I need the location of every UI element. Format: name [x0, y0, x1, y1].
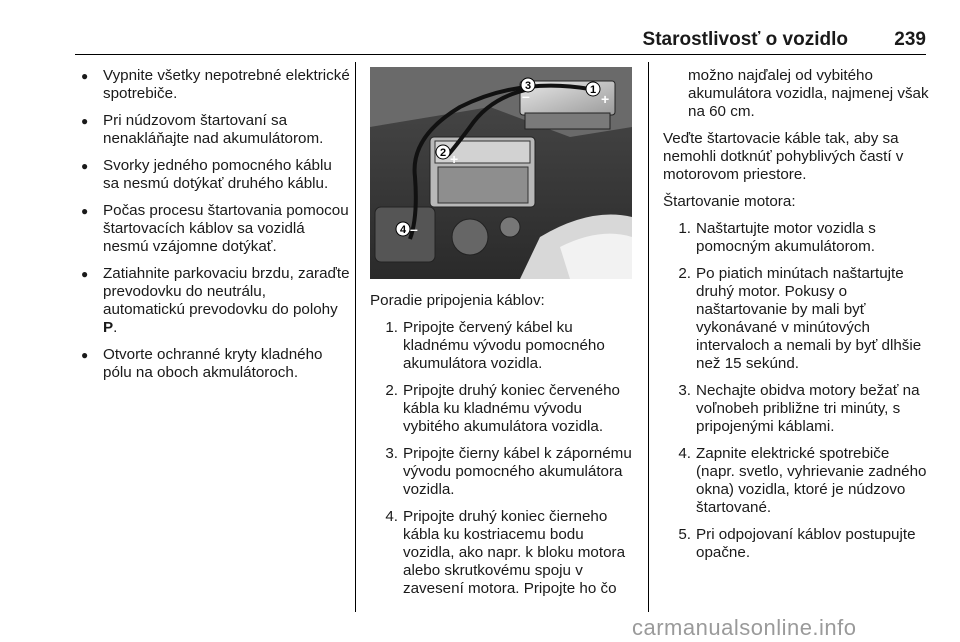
step-number: 3. [385, 445, 398, 462]
page-header [600, 29, 926, 51]
label-2: 2 [439, 147, 447, 159]
gear-position-p: P [103, 319, 114, 336]
plus-sign: + [601, 91, 610, 107]
step-text: Nechajte obidva motory bežať na voľnobeh približne tri minúty, s pripojenými káblami. [696, 382, 920, 435]
label-3: 3 [524, 80, 532, 92]
list-item [671, 445, 931, 517]
plus-sign: + [450, 151, 459, 167]
step-text: Po piatich minútach naštartujte druhý motor. Pokusy o naštartovanie by mali byť vykonávané v minútových intervaloch a nemali by byť dlhšie než 15 sekúnd. [696, 265, 922, 372]
step-text: Pri odpojovaní káblov postupujte opačne. [696, 526, 916, 561]
step-number: 2. [385, 382, 398, 399]
cable-routing-paragraph: Veďte štartovacie káble tak, aby sa nemohli dotknúť pohyblivých častí v motorovom priestore. [663, 130, 904, 183]
list-item-text: Zatiahnite parkovaciu brzdu, zaraďte prevodovku do neutrálu, automatickú prevodovku do polohy [103, 265, 350, 318]
list-item: ● Svorky jedného pomocného káblu sa nesmú dotýkať druhého káblu. [80, 157, 350, 193]
list-item: ● Počas procesu štartovania pomocou štartovacích káblov sa vozidlá nesmú vzájomne dotýkať. [80, 202, 350, 256]
watermark: carmanualsonline.info [632, 615, 857, 640]
list-item-end: . [113, 319, 118, 336]
jump-start-illustration [370, 67, 632, 279]
list-item [80, 265, 350, 337]
minus-sign: – [522, 88, 530, 104]
step-text: Pripojte červený kábel ku kladnému vývodu pomocného akumulátora vozidla. [403, 319, 605, 372]
step-number: 5. [678, 526, 691, 543]
label-4: 4 [399, 224, 407, 236]
column-middle [370, 292, 635, 607]
step-number: 4. [385, 508, 398, 525]
connection-steps [370, 319, 635, 598]
step-number: 2. [678, 265, 691, 282]
step-number: 4. [678, 445, 691, 462]
list-item [671, 220, 931, 256]
step-number: 3. [678, 382, 691, 399]
minus-sign: – [410, 221, 418, 237]
step-text: Pripojte čierny kábel k zápornému vývodu pomocného akumulátora vozidla. [403, 445, 632, 498]
list-item [378, 445, 635, 499]
section-title: Starostlivosť o vozidlo [642, 29, 848, 50]
column-divider-right [648, 62, 649, 612]
header-rule [75, 54, 926, 55]
column-right [663, 67, 931, 571]
list-item: ● Vypnite všetky nepotrebné elektrické spotrebiče. [80, 67, 350, 103]
list-item [671, 526, 931, 562]
precaution-list [80, 67, 350, 382]
step-text: Pripojte druhý koniec čierneho kábla ku kostriacemu bodu vozidla, ako napr. k bloku motora alebo skrutkovému spoju v zavesení motora. Pripojte ho čo [403, 508, 626, 597]
engine-bay-drawing [370, 67, 632, 279]
column-left [80, 67, 350, 391]
list-item [671, 382, 931, 436]
list-item: ● Pri núdzovom štartovaní sa nenakláňajte nad akumulátorom. [80, 112, 350, 148]
label-1: 1 [589, 84, 597, 96]
step-text: Naštartujte motor vozidla s pomocným akumulátorom. [696, 220, 876, 255]
engine-start-heading: Štartovanie motora: [663, 193, 796, 210]
step-continuation: možno najďalej od vybitého akumulátora vozidla, najmenej však na 60 cm. [688, 67, 929, 120]
connection-order-heading: Poradie pripojenia káblov: [370, 292, 545, 309]
step-text: Pripojte druhý koniec červeného kábla ku kladnému vývodu vybitého akumulátora vozidla. [403, 382, 620, 435]
step-number: 1. [678, 220, 691, 237]
step-number: 1. [385, 319, 398, 336]
column-divider-left [355, 62, 356, 612]
page-number: 239 [894, 29, 926, 50]
list-item [671, 265, 931, 373]
list-item [378, 382, 635, 436]
step-text: Zapnite elektrické spotrebiče (napr. svetlo, vyhrievanie zadného okna) vozidla, ktoré je núdzovo štartované. [696, 445, 927, 516]
list-item: ● Otvorte ochranné kryty kladného pólu na oboch akmulátoroch. [80, 346, 350, 382]
list-item [378, 319, 635, 373]
start-steps [663, 220, 931, 562]
list-item [378, 508, 635, 598]
